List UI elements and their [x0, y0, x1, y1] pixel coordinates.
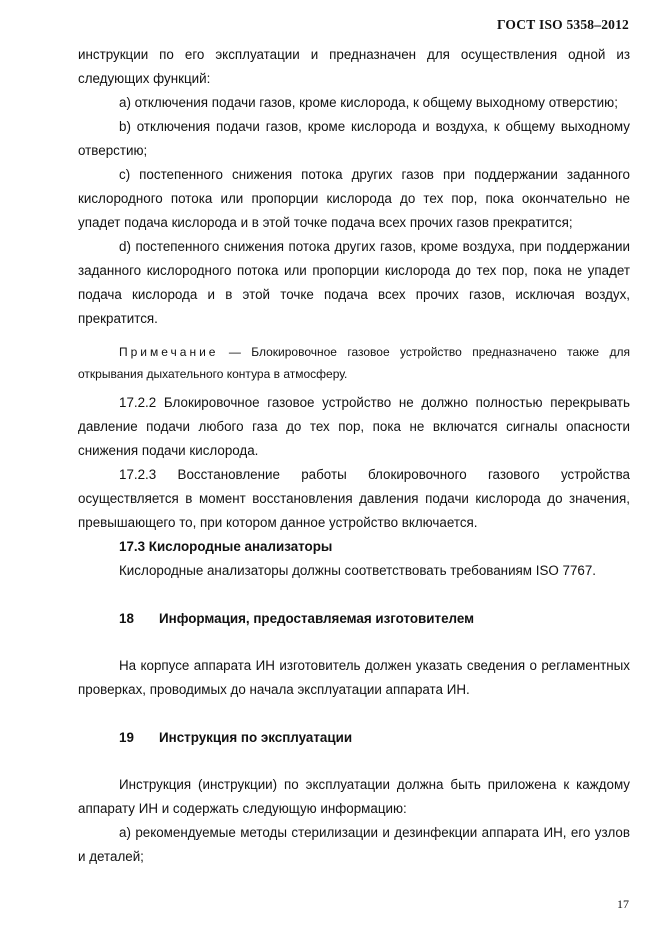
- paragraph-17-2-3: 17.2.3 Восстановление работы блокировочного газового устройства осуществляется в момент восстановления давления подачи кислорода до значения, превышающего то, при котором данное устройство включается.: [78, 467, 630, 530]
- intro-paragraph: инструкции по его эксплуатации и предназначен для осуществления одной из следующих функций:: [78, 47, 630, 86]
- section-title: Информация, предоставляемая изготовителем: [159, 611, 475, 626]
- list-item-c: с) постепенного снижения потока других газов при поддержании заданного кислородного потока или пропорции кислорода до тех пор, пока окончательно не упадет подача кислорода и в этой точке подача всех прочих газов прекратится;: [78, 167, 630, 230]
- list-item-19-a: а) рекомендуемые методы стерилизации и дезинфекции аппарата ИН, его узлов и деталей;: [78, 825, 630, 864]
- list-item-a: а) отключения подачи газов, кроме кислорода, к общему выходному отверстию;: [119, 95, 618, 110]
- list-item-b: b) отключения подачи газов, кроме кислорода и воздуха, к общему выходному отверстию;: [78, 119, 630, 158]
- paragraph-19: Инструкция (инструкции) по эксплуатации должна быть приложена к каждому аппарату ИН и содержать следующую информацию:: [78, 777, 630, 816]
- subsection-heading-17-3: 17.3 Кислородные анализаторы: [119, 539, 333, 554]
- spacer: [78, 583, 630, 607]
- list-item-d: d) постепенного снижения потока других газов, кроме воздуха, при поддержании заданного кислородного потока или пропорции кислорода до тех пор, пока не упадет подача кислорода и в этой точке подача всех прочих газов, исключая воздух, прекратится.: [78, 239, 630, 326]
- note-label: Примечание: [119, 345, 219, 359]
- note-paragraph: [78, 341, 630, 385]
- document-code-header: ГОСТ ISO 5358–2012: [496, 17, 629, 32]
- note-text: — Блокировочное газовое устройство предназначено также для открывания дыхательного контура в атмосферу.: [78, 345, 630, 381]
- paragraph-17-2-2: 17.2.2 Блокировочное газовое устройство не должно полностью перекрывать давление подачи любого газа до тех пор, пока не включатся сигналы опасности снижения подачи кислорода.: [78, 395, 630, 458]
- section-title: Инструкция по эксплуатации: [159, 730, 353, 745]
- spacer: [78, 750, 630, 773]
- section-heading-18: [78, 607, 630, 631]
- document-body: [78, 43, 630, 869]
- spacer: [78, 631, 630, 654]
- section-number: 18: [119, 611, 134, 626]
- paragraph-18: На корпусе аппарата ИН изготовитель должен указать сведения о регламентных проверках, проводимых до начала эксплуатации аппарата ИН.: [78, 658, 630, 697]
- paragraph-17-3: Кислородные анализаторы должны соответствовать требованиям ISO 7767.: [119, 563, 597, 578]
- page-number: 17: [617, 897, 629, 911]
- section-heading-19: [78, 726, 630, 750]
- section-number: 19: [119, 730, 134, 745]
- spacer: [78, 702, 630, 726]
